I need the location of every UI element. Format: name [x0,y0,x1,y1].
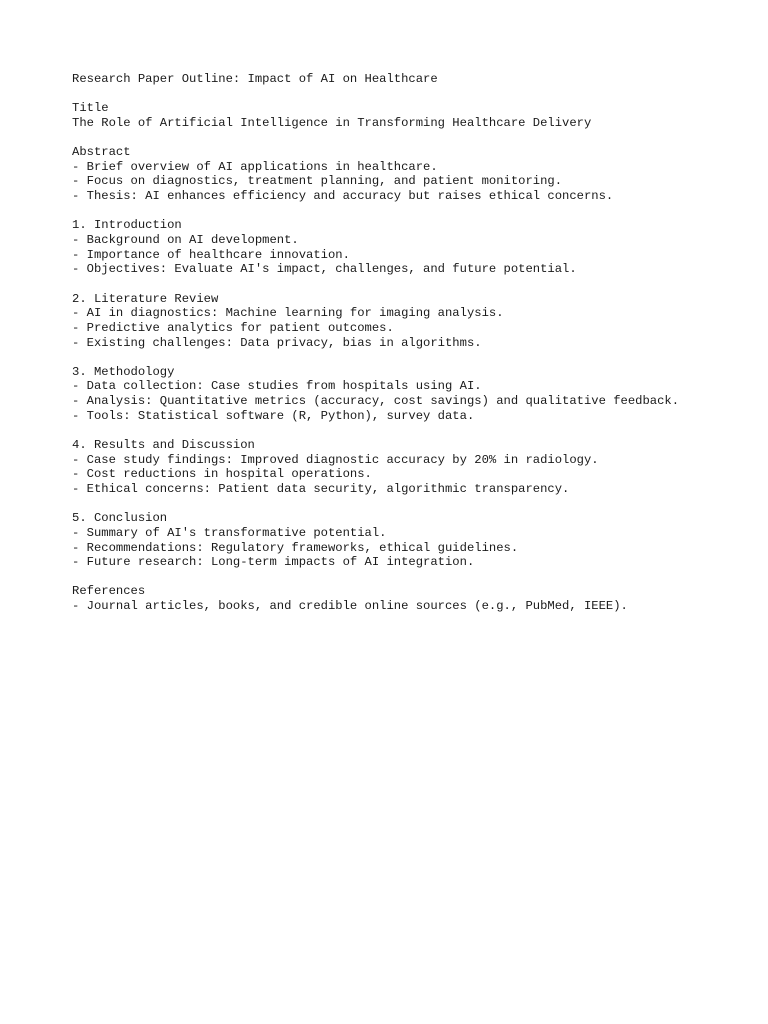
literature-review-section [72,292,752,351]
introduction-item: - Importance of healthcare innovation. [72,247,350,262]
abstract-item: - Focus on diagnostics, treatment planning, and patient monitoring. [72,174,563,189]
introduction-item: - Background on AI development. [72,233,299,248]
introduction-heading: 1. Introduction [72,218,182,233]
references-heading: References [72,584,146,599]
conclusion-item: - Future research: Long-term impacts of AI integration. [72,555,475,570]
title-section [72,101,752,130]
conclusion-section [72,511,752,570]
conclusion-item: - Summary of AI's transformative potential. [72,525,387,540]
introduction-section [72,218,752,277]
results-item: - Case study findings: Improved diagnostic accuracy by 20% in radiology. [72,452,599,467]
methodology-item: - Tools: Statistical software (R, Python), survey data. [72,408,475,423]
outline-document [72,72,752,614]
abstract-item: - Thesis: AI enhances efficiency and accuracy but raises ethical concerns. [72,189,614,204]
references-item: - Journal articles, books, and credible online sources (e.g., PubMed, IEEE). [72,599,628,614]
header-section [72,72,752,87]
results-section [72,438,752,497]
literature-review-item: - Predictive analytics for patient outcomes. [72,320,394,335]
results-item: - Ethical concerns: Patient data security, algorithmic transparency. [72,481,570,496]
abstract-section [72,145,752,204]
results-heading: 4. Results and Discussion [72,438,255,453]
methodology-heading: 3. Methodology [72,364,175,379]
literature-review-heading: 2. Literature Review [72,291,219,306]
title-text: The Role of Artificial Intelligence in Transforming Healthcare Delivery [72,115,592,130]
literature-review-item: - AI in diagnostics: Machine learning for imaging analysis. [72,306,504,321]
methodology-item: - Analysis: Quantitative metrics (accuracy, cost savings) and qualitative feedback. [72,394,680,409]
literature-review-item: - Existing challenges: Data privacy, bias in algorithms. [72,335,482,350]
abstract-item: - Brief overview of AI applications in healthcare. [72,159,438,174]
references-section [72,584,752,613]
title-heading: Title [72,101,109,116]
methodology-section [72,365,752,424]
results-item: - Cost reductions in hospital operations. [72,467,372,482]
conclusion-heading: 5. Conclusion [72,511,168,526]
methodology-item: - Data collection: Case studies from hospitals using AI. [72,379,482,394]
abstract-heading: Abstract [72,145,131,160]
document-header: Research Paper Outline: Impact of AI on Healthcare [72,72,438,86]
conclusion-item: - Recommendations: Regulatory frameworks, ethical guidelines. [72,540,519,555]
introduction-item: - Objectives: Evaluate AI's impact, challenges, and future potential. [72,262,577,277]
